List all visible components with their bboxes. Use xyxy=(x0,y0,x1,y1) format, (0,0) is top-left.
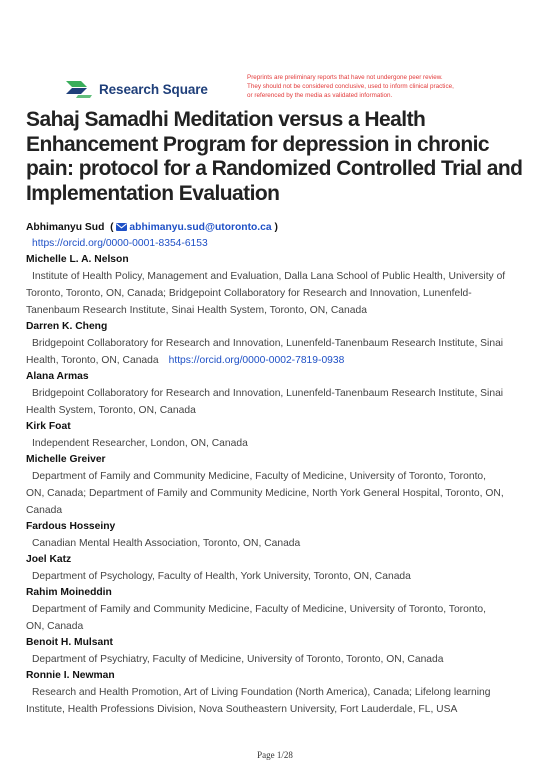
research-square-logo[interactable] xyxy=(64,79,208,99)
affiliation-line: Department of Family and Community Medicine, Faculty of Medicine, University of Toronto, Toronto, xyxy=(32,604,487,615)
affiliation-line: Bridgepoint Collaboratory for Research and Innovation, Lunenfeld-Tanenbaum Research Institute, Sinai xyxy=(32,338,504,349)
orcid-link[interactable]: https://orcid.org/0000-0001-8354-6153 xyxy=(32,238,208,249)
affiliation-line: Research and Health Promotion, Art of Living Foundation (North America), Canada; Lifelong learning xyxy=(32,687,491,698)
author-name: Benoit H. Mulsant xyxy=(26,637,113,648)
affiliation-line: Canada xyxy=(26,505,63,516)
affiliation-line-with-orcid xyxy=(26,352,536,369)
author-name: Michelle Greiver xyxy=(26,454,106,465)
paren: ) xyxy=(274,222,278,233)
title-line: Sahaj Samadhi Meditation versus a Health xyxy=(26,108,426,131)
author-name: Kirk Foat xyxy=(26,421,71,432)
affiliation-text: Health, Toronto, ON, Canada xyxy=(26,355,159,366)
notice-line: or referenced by the media as validated information. xyxy=(247,92,393,99)
notice-line: They should not be considered conclusive, used to inform clinical practice, xyxy=(247,83,454,90)
affiliation-line: Department of Psychiatry, Faculty of Medicine, University of Toronto, Toronto, ON, Canada xyxy=(32,654,444,665)
author-name: Abhimanyu Sud xyxy=(26,222,105,233)
author-name: Michelle L. A. Nelson xyxy=(26,254,129,265)
affiliation-line: Institute of Health Policy, Management and Evaluation, Dalla Lana School of Public Health, University of xyxy=(32,271,506,282)
page-number: Page 1/28 xyxy=(257,750,293,760)
affiliation-line: Health System, Toronto, ON, Canada xyxy=(26,405,196,416)
paren: ( xyxy=(110,222,114,233)
affiliation-line: Tanenbaum Research Institute, Sinai Health System, Toronto, ON, Canada xyxy=(26,305,367,316)
author-name: Darren K. Cheng xyxy=(26,321,108,332)
author-name: Fardous Hosseiny xyxy=(26,521,116,532)
title-line: Implementation Evaluation xyxy=(26,181,280,205)
author-name: Ronnie I. Newman xyxy=(26,670,115,681)
affiliation-line: Institute, Health Professions Division, Nova Southeastern University, Fort Lauderdale, FL, USA xyxy=(26,704,458,715)
author-name: Rahim Moineddin xyxy=(26,587,112,598)
affiliation-line: Bridgepoint Collaboratory for Research and Innovation, Lunenfeld-Tanenbaum Research Institute, Sinai xyxy=(32,388,504,399)
affiliation-line: Department of Family and Community Medicine, Faculty of Medicine, University of Toronto, Toronto, xyxy=(32,471,487,482)
notice-line: Preprints are preliminary reports that have not undergone peer review. xyxy=(247,74,443,81)
paper-title xyxy=(26,108,536,206)
affiliation-line: Canadian Mental Health Association, Toronto, ON, Canada xyxy=(32,538,301,549)
affiliation-line: Department of Psychology, Faculty of Health, York University, Toronto, ON, Canada xyxy=(32,571,411,582)
author-list xyxy=(26,220,536,718)
orcid-link[interactable]: https://orcid.org/0000-0002-7819-0938 xyxy=(168,355,345,366)
title-line: pain: protocol for a Randomized Controlled Trial and xyxy=(26,157,523,181)
page-header xyxy=(64,73,524,103)
preprint-notice xyxy=(247,73,527,100)
author-email-link[interactable]: abhimanyu.sud@utoronto.ca xyxy=(129,222,272,233)
affiliation-line: Independent Researcher, London, ON, Canada xyxy=(32,438,248,449)
affiliation-line: ON, Canada xyxy=(26,621,84,632)
affiliation-line: Toronto, Toronto, ON, Canada; Bridgepoint Collaboratory for Research and Innovation, Lunenfeld- xyxy=(26,288,472,299)
affiliation-line: ON, Canada; Department of Family and Community Medicine, North York General Hospital, Toronto, ON, xyxy=(26,488,504,499)
envelope-icon xyxy=(116,223,127,231)
title-line: Enhancement Program for depression in chronic xyxy=(26,132,490,156)
research-square-logo-icon xyxy=(64,79,94,99)
author-name: Alana Armas xyxy=(26,371,89,382)
author-name: Joel Katz xyxy=(26,554,72,565)
logo-text: Research Square xyxy=(99,81,208,97)
corresponding-author xyxy=(26,220,536,236)
